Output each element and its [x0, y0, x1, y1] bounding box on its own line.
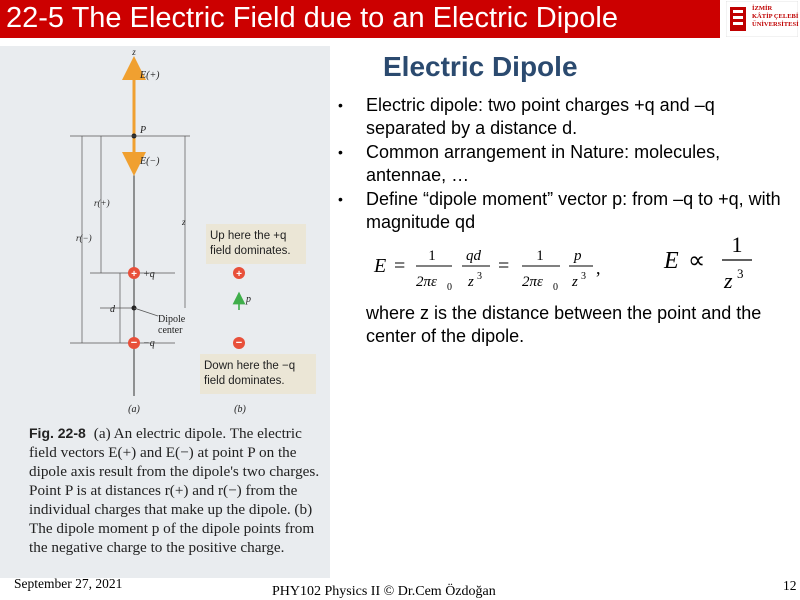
section-heading: Electric Dipole [383, 51, 578, 82]
label-e-plus: E(+) [140, 70, 160, 81]
label-dipole-center-1: Dipole [158, 314, 186, 325]
svg-text:0: 0 [447, 282, 452, 293]
bullet-icon: • [338, 97, 343, 113]
label-p-vector: p [246, 294, 251, 305]
where-explanation: where z is the distance between the point and the center of the dipole. [366, 303, 762, 346]
footer-course: PHY102 Physics II © Dr.Cem Özdoğan [272, 584, 496, 599]
svg-text:2πε: 2πε [416, 274, 437, 290]
title-bar [0, 0, 720, 38]
bullet-list [338, 94, 793, 235]
svg-text:−: − [235, 337, 243, 349]
svg-text:1: 1 [536, 248, 544, 264]
svg-text:∝: ∝ [688, 248, 706, 274]
svg-text:0: 0 [553, 282, 558, 293]
svg-text:z: z [468, 274, 474, 290]
bullet-item: • Common arrangement in Nature: molecules, antennae, … [338, 142, 721, 185]
down-note-line2: field dominates. [204, 375, 285, 387]
figure-caption-text: (a) An electric dipole. The electric field vectors E(+) and E(−) at point P on the dipole axis result from the dipole's two charges. Point P is at distances r(+) and r(−) from the individual charges that make up the dipole. (b) The dipole moment p of the dipole points from the negative charge to the positive charge. [29, 425, 320, 556]
label-z-top: z [132, 47, 136, 57]
svg-text:3: 3 [477, 271, 482, 282]
svg-text:E: E [664, 248, 679, 274]
label-minus-q: −q [143, 338, 155, 349]
up-note-line1: Up here the +q [210, 230, 287, 242]
label-r-minus: r(−) [76, 233, 92, 243]
bullet-icon: • [338, 144, 343, 160]
svg-text:3: 3 [581, 271, 586, 282]
svg-text:E: E [374, 255, 387, 277]
university-logo-text: İZMİR KÂTİP ÇELEBİ ÜNİVERSİTESİ [752, 5, 799, 28]
footer-date: September 27, 2021 [14, 576, 123, 591]
label-z-side: z [182, 217, 186, 227]
label-dipole-center-2: center [158, 325, 183, 336]
up-note-line2: field dominates. [210, 245, 291, 257]
footer-page-number: 12 [783, 578, 797, 593]
bullet-item: • Define “dipole moment” vector p: from –q to +q, with magnitude qd [338, 189, 781, 232]
svg-text:z: z [572, 274, 578, 290]
label-panel-a: (a) [128, 404, 140, 415]
label-r-plus: r(+) [94, 198, 110, 208]
svg-text:1: 1 [428, 248, 436, 264]
svg-text:p: p [574, 248, 582, 264]
label-plus-q: +q [143, 269, 155, 280]
dipole-field-equation [360, 228, 790, 298]
figure-caption-label: Fig. 22-8 [29, 425, 86, 441]
svg-text:,: , [596, 258, 601, 278]
svg-text:+: + [236, 269, 242, 280]
svg-text:2πε: 2πε [522, 274, 543, 290]
label-d: d [110, 304, 115, 315]
svg-text:+: + [131, 269, 137, 280]
svg-text:=: = [394, 255, 406, 277]
svg-text:1: 1 [731, 232, 743, 257]
svg-text:−: − [130, 337, 138, 349]
dipole-diagram [0, 46, 330, 421]
label-point-p: P [140, 125, 147, 136]
bullet-icon: • [338, 191, 343, 207]
bullet-item: • Electric dipole: two point charges +q and –q separated by a distance d. [338, 95, 715, 138]
slide-title: 22-5 The Electric Field due to an Electric Dipole [6, 2, 618, 34]
svg-text:=: = [498, 255, 510, 277]
svg-text:z: z [724, 268, 733, 293]
figure-caption [29, 424, 329, 557]
label-panel-b: (b) [234, 404, 246, 415]
label-e-minus: E(−) [140, 156, 160, 167]
svg-text:3: 3 [737, 266, 744, 281]
down-note-line1: Down here the −q [204, 360, 296, 372]
svg-text:qd: qd [466, 248, 481, 264]
